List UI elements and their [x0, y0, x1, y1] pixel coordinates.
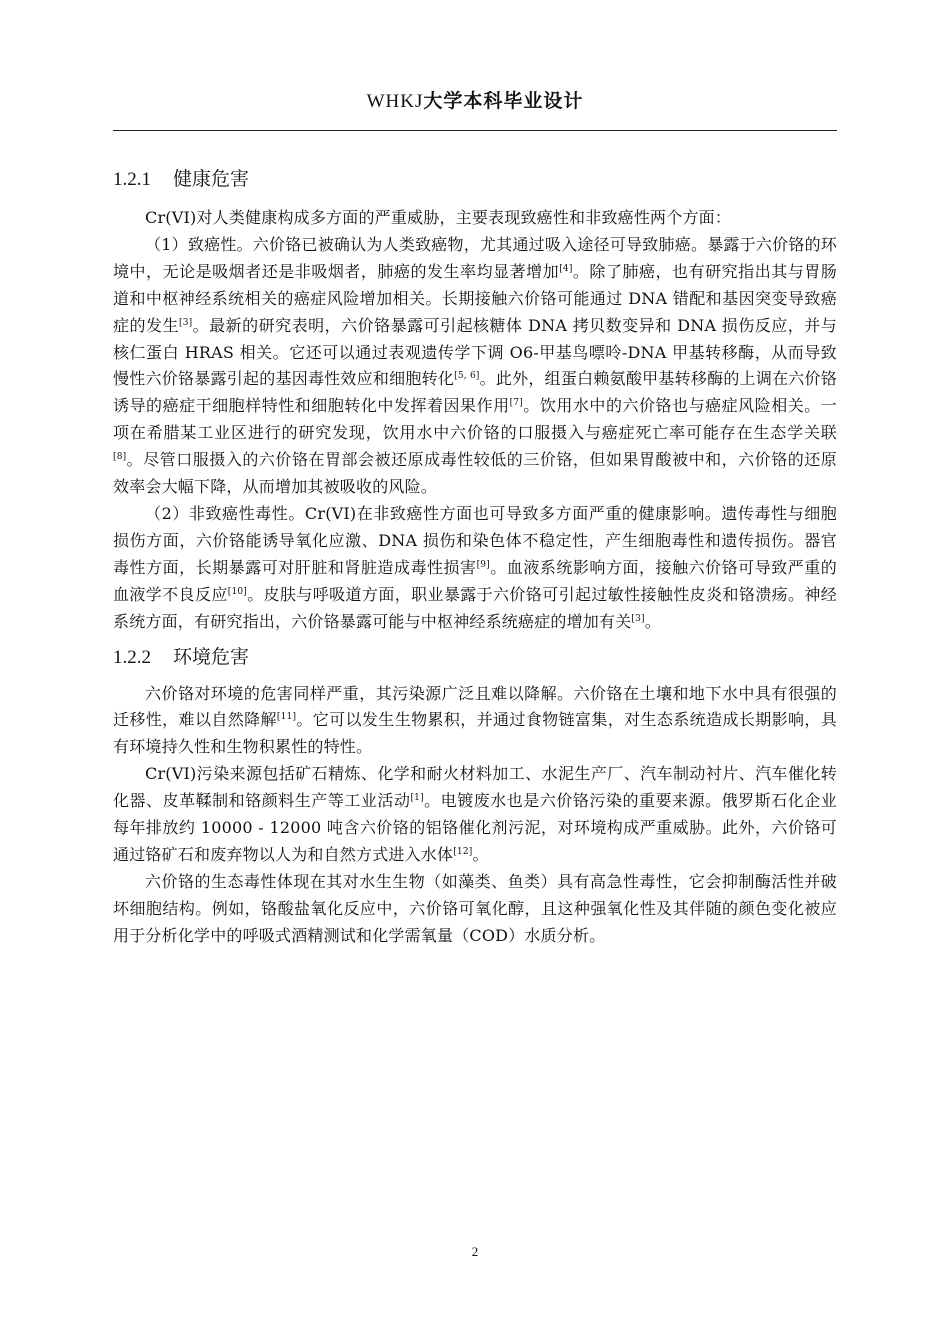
paragraph: （1）致癌性。六价铬已被确认为人类致癌物，尤其通过吸入途径可导致肺癌。暴露于六价铬的环境中，无论是吸烟者还是非吸烟者，肺癌的发生率均显著增加[4]。除了肺癌，也有研究指出其与胃肠道和中枢神经系统相关的癌症风险增加相关。长期接触六价铬可能通过 DNA 错配和基因突变导致癌症的发生[3]。最新的研究表明，六价铬暴露可引起核糖体 DNA 拷贝数变异和 DNA 损伤反应，并与核仁蛋白 HRAS 相关。它还可以通过表观遗传学下调 O6-甲基鸟嘌呤-DNA 甲基转移酶，从而导致慢性六价铬暴露引起的基因毒性效应和细胞转化[5, 6]。此外，组蛋白赖氨酸甲基转移酶的上调在六价铬诱导的癌症干细胞样特性和细胞转化中发挥着因果作用[7]。饮用水中的六价铬也与癌症风险相关。一项在希腊某工业区进行的研究发现，饮用水中六价铬的口服摄入与癌症死亡率可能存在生态学关联[8]。尽管口服摄入的六价铬在胃部会被还原成毒性较低的三价铬，但如果胃酸被中和，六价铬的还原效率会大幅下降，从而增加其被吸收的风险。 — [113, 234, 838, 497]
section-heading-1-2-2 — [113, 640, 837, 675]
paragraph: Cr(VI)对人类健康构成多方面的严重威胁，主要表现致癌性和非致癌性两个方面： — [145, 208, 732, 227]
page-body — [113, 162, 837, 950]
citation: [9] — [476, 559, 490, 570]
citation: [10] — [227, 586, 248, 597]
citation: [7] — [509, 398, 523, 409]
section-title: 环境危害 — [173, 645, 250, 668]
page-number: 2 — [471, 1244, 479, 1259]
citation: [11] — [276, 712, 297, 723]
paragraph: Cr(VI)污染来源包括矿石精炼、化学和耐火材料加工、水泥生产厂、汽车制动衬片、汽车催化转化器、皮革鞣制和铬颜料生产等工业活动[1]。电镀废水也是六价铬污染的重要来源。俄罗斯石化企业每年排放约 10000 - 12000 吨含六价铬的铝铬催化剂污泥，对环境构成严重威胁。此外，六价铬可通过铬矿石和废弃物以人为和自然方式进入水体[12]。 — [113, 764, 837, 864]
paragraph: 六价铬的生态毒性体现在其对水生生物（如藻类、鱼类）具有高急性毒性，它会抑制酶活性并破坏细胞结构。例如，铬酸盐氧化反应中，六价铬可氧化醇，且这种强氧化性及其伴随的颜色变化被应用于分析化学中的呼吸式酒精测试和化学需氧量（COD）水质分析。 — [113, 871, 837, 945]
citation: [3] — [631, 613, 645, 624]
page-header — [113, 86, 837, 113]
paragraph: 六价铬对环境的危害同样严重，其污染源广泛且难以降解。六价铬在土壤和地下水中具有很强的迁移性，难以自然降解[11]。它可以发生生物累积，并通过食物链富集，对生态系统造成长期影响，具有环境持久性和生物积累性的特性。 — [113, 683, 837, 757]
header-latin: WHKJ — [366, 91, 424, 112]
section-heading-1-2-1 — [113, 162, 837, 197]
citation: [8] — [113, 452, 127, 463]
section-title: 健康危害 — [173, 168, 250, 190]
citation: [12] — [453, 846, 473, 857]
header-title: 大学本科毕业设计 — [423, 90, 584, 112]
paragraph: （2）非致癌性毒性。Cr(VI)在非致癌性方面也可导致多方面严重的健康影响。遗传毒性与细胞损伤方面，六价铬能诱导氧化应激、DNA 损伤和染色体不稳定性，产生细胞毒性和遗传损伤。器官毒性方面，长期暴露可对肝脏和肾脏造成毒性损害[9]。血液系统影响方面，接触六价铬可导致严重的血液学不良反应[10]。皮肤与呼吸道方面，职业暴露于六价铬可引起过敏性接触性皮炎和铬溃疡。神经系统方面，有研究指出，六价铬暴露可能与中枢神经系统癌症的增加有关[3]。 — [113, 503, 838, 631]
citation: [1] — [410, 793, 424, 804]
citation: [3] — [178, 317, 193, 328]
header-rule — [113, 130, 837, 131]
citation: [5, 6] — [454, 371, 480, 382]
section-number: 1.2.1 — [113, 169, 151, 190]
citation: [4] — [559, 263, 573, 274]
section-number: 1.2.2 — [113, 646, 151, 668]
